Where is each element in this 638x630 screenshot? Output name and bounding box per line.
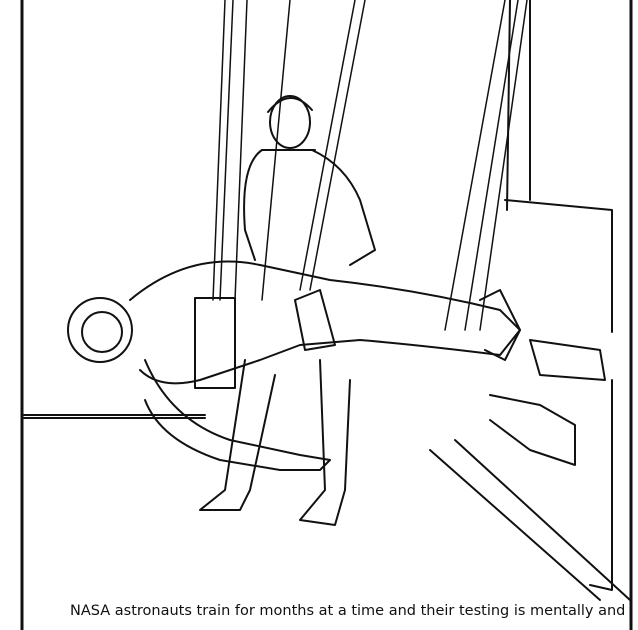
room-walls — [24, 0, 630, 600]
astronaut-figure — [68, 262, 605, 470]
suspension-ropes — [213, 0, 527, 330]
caption-text: NASA astronauts train for months at a time and their testing is mentally and — [70, 603, 626, 619]
